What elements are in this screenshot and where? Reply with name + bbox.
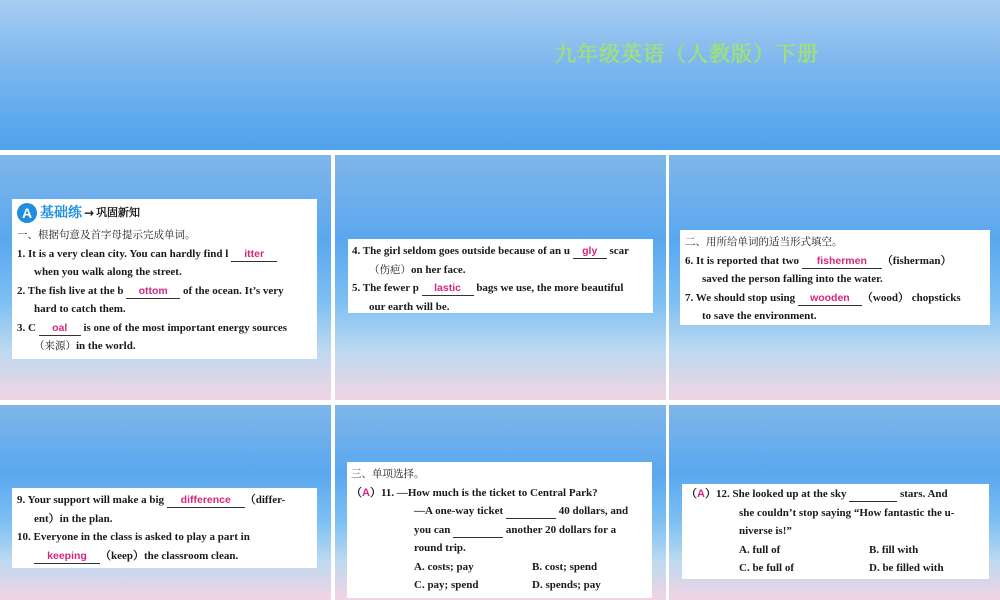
- question-7-cont: to save the environment.: [702, 310, 817, 322]
- question-text: 3. C: [17, 321, 36, 334]
- option-c: C. be full of: [739, 562, 794, 574]
- question-11-line-4: round trip.: [414, 542, 466, 554]
- word-hint: （differ-: [244, 494, 286, 506]
- slide-panel-6: [669, 405, 1000, 600]
- answer-blank: [506, 505, 556, 519]
- answer-blank: keeping: [34, 550, 100, 564]
- question-9-cont: ent）in the plan.: [34, 512, 113, 525]
- answer-blank: lastic: [422, 282, 474, 296]
- arrow-right-icon: →: [84, 205, 95, 220]
- question-11-line-3: [351, 521, 648, 540]
- section-heading: 二、用所给单词的适当形式填空。: [685, 236, 843, 248]
- choice-answer: A: [697, 488, 705, 500]
- chinese-gloss: （伤疤）: [369, 263, 411, 276]
- question-text: bags we use, the more beautiful: [476, 282, 624, 294]
- question-text: on her face.: [411, 263, 466, 276]
- question-5: [352, 279, 649, 298]
- slide-panel-3: [669, 155, 1000, 400]
- question-3: [17, 319, 312, 338]
- exercise-card-2: [348, 239, 653, 313]
- question-text: in the world.: [76, 340, 136, 352]
- question-text: 10. Everyone in the class is asked to play a part in: [17, 531, 250, 543]
- badge-subtitle: 巩固新知: [96, 205, 141, 219]
- question-text: another 20 dollars for a: [505, 523, 617, 536]
- slide-panel-2: [335, 155, 666, 400]
- exercise-card-5: [347, 462, 652, 598]
- chinese-gloss: （来源）: [34, 340, 76, 352]
- slide-panel-1: [0, 155, 331, 400]
- exercise-card-4: [12, 488, 317, 568]
- options-row-2: [351, 576, 648, 595]
- question-text: is one of the most important energy sources: [83, 321, 288, 334]
- exercise-card-3: [680, 230, 990, 325]
- section-heading: 一、根据句意及首字母提示完成单词。: [17, 229, 196, 241]
- question-12: [686, 485, 985, 504]
- options-row-1: [351, 558, 648, 577]
- slide-panel-4: [0, 405, 331, 600]
- question-text: ）12. She looked up at the sky: [704, 488, 847, 500]
- question-text: stars. And: [899, 488, 948, 500]
- question-text: of the ocean. It’s very: [182, 284, 284, 297]
- answer-blank: difference: [167, 494, 245, 508]
- question-10-cont: [17, 547, 313, 566]
- question-text: 2. The fish live at the b: [17, 284, 124, 297]
- question-11-line-2: [351, 502, 648, 521]
- choice-answer: A: [362, 486, 370, 499]
- paren: （: [686, 488, 697, 500]
- question-text: 5. The fewer p: [352, 282, 419, 294]
- badge-title: 基础练: [40, 204, 82, 221]
- question-text: 9. Your support will make a big: [17, 494, 164, 506]
- options-row-2: [686, 559, 985, 578]
- question-6-cont: saved the person falling into the water.: [702, 273, 883, 285]
- option-b: B. cost; spend: [532, 560, 598, 573]
- question-text: 7. We should stop using: [685, 291, 796, 304]
- question-1: [17, 245, 312, 264]
- word-hint: （fisherman）: [881, 254, 952, 267]
- question-4: [352, 242, 649, 261]
- answer-blank: wooden: [798, 292, 862, 306]
- question-text: 6. It is reported that two: [685, 254, 800, 267]
- book-title: 九年级英语（人教版）下册: [555, 42, 819, 66]
- option-d: D. spends; pay: [532, 579, 601, 591]
- slide-panel-5: [335, 405, 666, 600]
- answer-blank: ottom: [126, 285, 180, 299]
- question-9: [17, 491, 313, 510]
- answer-blank: gly: [573, 245, 607, 259]
- header-banner: [0, 0, 1000, 150]
- badge-letter-icon: A: [17, 203, 37, 223]
- option-a: A. full of: [739, 543, 781, 556]
- option-c: C. pay; spend: [414, 579, 479, 591]
- question-6: [685, 252, 986, 271]
- question-10: [17, 528, 313, 547]
- question-4-cont: [352, 261, 649, 280]
- question-12-line-3: niverse is!”: [739, 525, 792, 537]
- question-5-cont: our earth will be.: [369, 300, 450, 313]
- option-b: B. fill with: [869, 543, 919, 556]
- section-heading: 三、单项选择。: [351, 468, 425, 480]
- answer-blank: itter: [231, 248, 277, 262]
- option-d: D. be filled with: [869, 562, 944, 574]
- section-badge: [17, 202, 312, 224]
- options-row-1: [686, 541, 985, 560]
- paren: （: [351, 486, 362, 499]
- question-text: chopsticks: [911, 291, 961, 304]
- option-a: A. costs; pay: [414, 560, 474, 573]
- question-11: [351, 484, 648, 503]
- answer-blank: oal: [39, 322, 81, 336]
- answer-blank: fishermen: [802, 255, 882, 269]
- question-2: [17, 282, 312, 301]
- question-7: [685, 289, 986, 308]
- question-3-cont: [17, 337, 312, 356]
- question-text: you can: [414, 523, 451, 536]
- exercise-card-6: [682, 484, 989, 579]
- question-text: 4. The girl seldom goes outside because of an u: [352, 245, 570, 257]
- answer-blank: [849, 488, 897, 502]
- question-1-cont: when you walk along the street.: [34, 266, 182, 278]
- exercise-card-1: [12, 199, 317, 359]
- answer-blank: [453, 524, 503, 538]
- question-12-line-2: she couldn’t stop saying “How fantastic the u-: [739, 506, 955, 519]
- question-2-cont: hard to catch them.: [34, 303, 126, 315]
- question-text: 1. It is a very clean city. You can hardly find l: [17, 247, 229, 260]
- question-text: ）11. —How much is the ticket to Central Park?: [369, 486, 598, 499]
- word-hint: （keep）the classroom clean.: [100, 549, 239, 562]
- word-hint: （wood）: [861, 291, 909, 304]
- question-text: —A one-way ticket: [414, 505, 504, 517]
- question-text: scar: [609, 245, 630, 257]
- question-text: 40 dollars, and: [558, 505, 629, 517]
